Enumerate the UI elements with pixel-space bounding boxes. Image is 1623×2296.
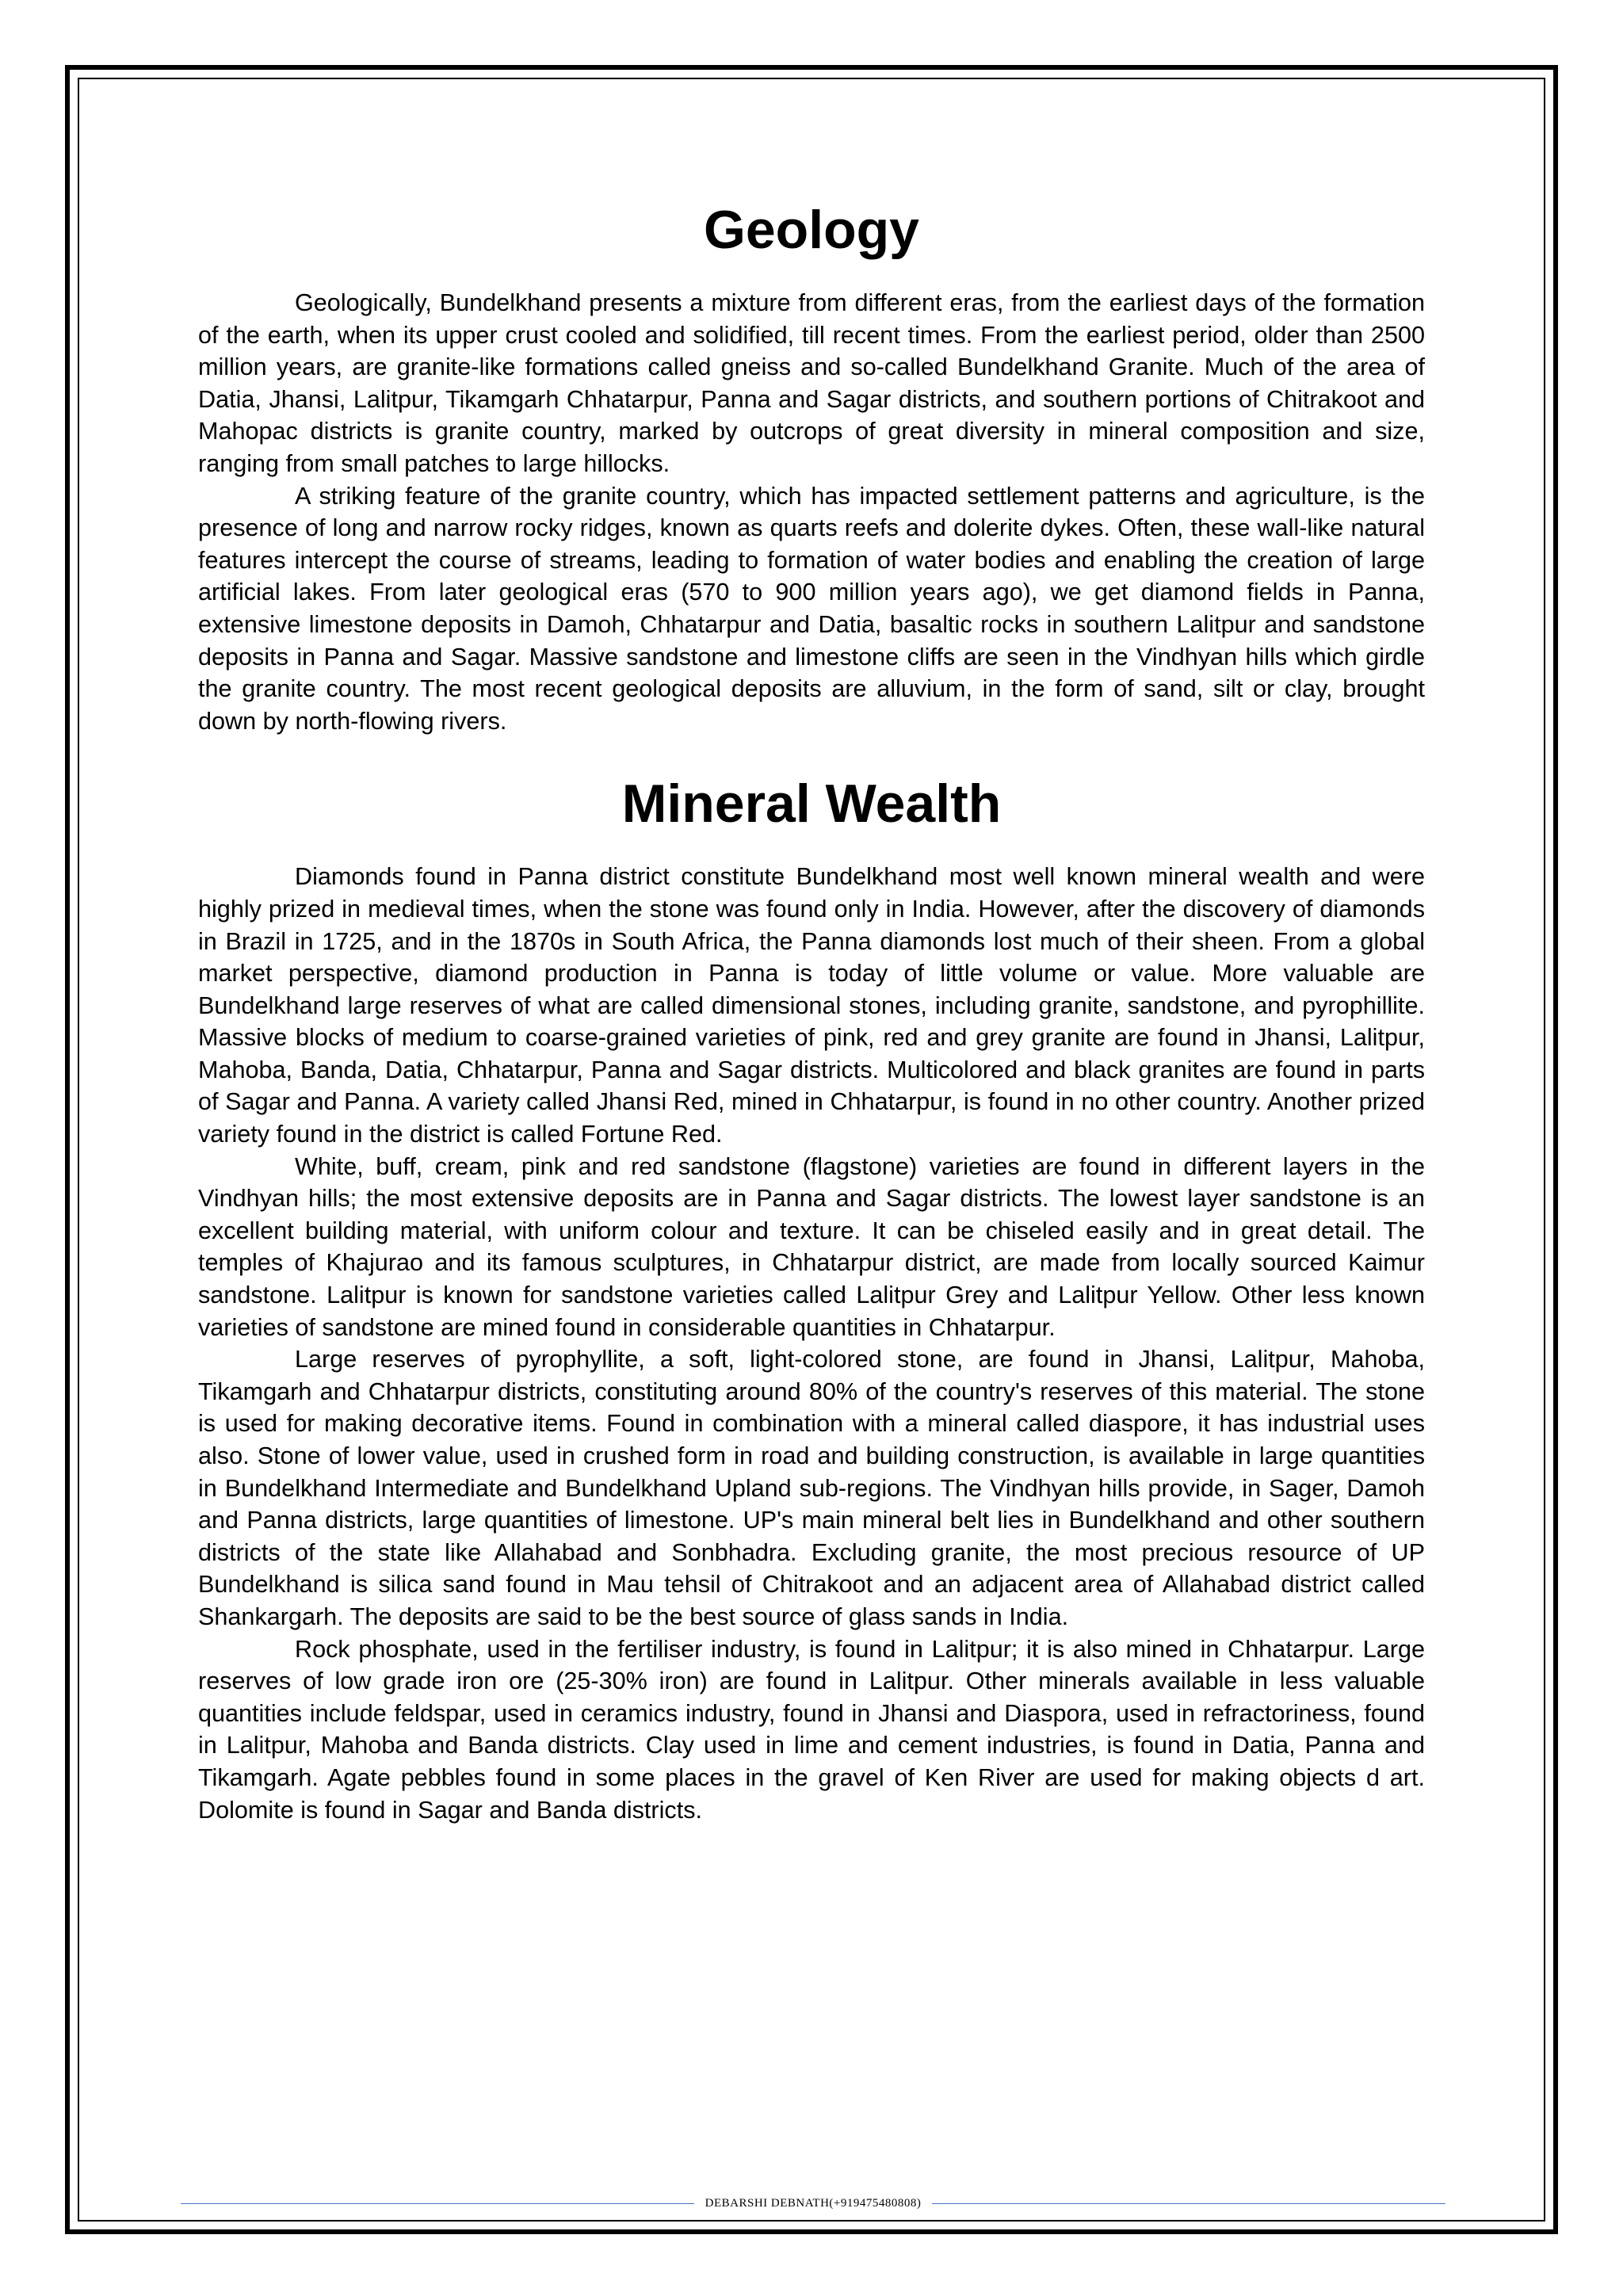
mineral-wealth-paragraph: Rock phosphate, used in the fertiliser industry, is found in Lalitpur; it is also mined in Chhatarpur. Large reserves of low grade iron ore (25-30% iron) are found in Lalitpur. Other minerals available in less valuable quantities include feldspar, used in ceramics industry, found in Jhansi and Diaspora, used in refractoriness, found in Lalitpur, Mahoba and Banda districts. Clay used in lime and cement industries, is found in Datia, Panna and Tikamgarh. Agate pebbles found in some places in the gravel of Ken River are used for making objects d art. Dolomite is found in Sagar and Banda districts. [198,1635,1425,1824]
mineral-wealth-paragraph: Diamonds found in Panna district constitute Bundelkhand most well known mineral wealth and were highly prized in medieval times, when the stone was found only in India. However, after the discovery of diamonds in Brazil in 1725, and in the 1870s in South Africa, the Panna diamonds lost much of their sheen. From a global market perspective, diamond production in Panna is today of little volume or value. More valuable are Bundelkhand large reserves of what are called dimensional stones, including granite, sandstone, and pyrophillite. Massive blocks of medium to coarse-grained varieties of pink, red and grey granite are found in Jhansi, Lalitpur, Mahoba, Banda, Datia, Chhatarpur, Panna and Sagar districts. Multicolored and black granites are found in parts of Sagar and Panna. A variety called Jhansi Red, mined in Chhatarpur, is found in no other country. Another prized variety found in the district is called Fortune Red. [198,863,1425,1148]
mineral-wealth-heading: Mineral Wealth [621,774,1002,835]
footer-rule-right [932,2203,1445,2204]
mineral-wealth-paragraph: Large reserves of pyrophyllite, a soft, light-colored stone, are found in Jhansi, Lalitpur, Mahoba, Tikamgarh and Chhatarpur districts, constituting around 80% of the country's reserves of this material. The stone is used for making decorative items. Found in combination with a mineral called diaspore, it has industrial uses also. Stone of lower value, used in crushed form in road and building construction, is available in large quantities in Bundelkhand Intermediate and Bundelkhand Upland sub-regions. The Vindhyan hills provide, in Sager, Damoh and Panna districts, large quantities of limestone. UP's main mineral belt lies in Bundelkhand and other southern districts of the state like Allahabad and Sonbhadra. Excluding granite, the most precious resource of UP Bundelkhand is silica sand found in Mau tehsil of Chitrakoot and an adjacent area of Allahabad district called Shankargarh. The deposits are said to be the best source of glass sands in India. [198,1346,1425,1630]
page-footer [181,2195,1445,2211]
geology-heading: Geology [703,200,920,260]
geology-paragraph: Geologically, Bundelkhand presents a mixture from different eras, from the earliest days of the formation of the earth, when its upper crust cooled and solidified, till recent times. From the earliest period, older than 2500 million years, are granite-like formations called gneiss and so-called Bundelkhand Granite. Much of the area of Datia, Jhansi, Lalitpur, Tikamgarh Chhatarpur, Panna and Sagar districts, and southern portions of Chitrakoot and Mahopac districts is granite country, marked by outcrops of great diversity in mineral composition and size, ranging from small patches to large hillocks. [198,289,1425,477]
page-content [198,190,1425,1826]
geology-paragraph: A striking feature of the granite country, which has impacted settlement patterns and agriculture, is the presence of long and narrow rocky ridges, known as quarts reefs and dolerite dykes. Often, these wall-like natural features intercept the course of streams, leading to formation of water bodies and enabling the creation of large artificial lakes. From later geological eras (570 to 900 million years ago), we get diamond fields in Panna, extensive limestone deposits in Damoh, Chhatarpur and Datia, basaltic rocks in southern Lalitpur and sandstone deposits in Panna and Sagar. Massive sandstone and limestone cliffs are seen in the Vindhyan hills which girdle the granite country. The most recent geological deposits are alluvium, in the form of sand, silt or clay, brought down by north-flowing rivers. [198,482,1425,735]
footer-rule-left [181,2203,694,2204]
footer-author-text: DEBARSHI DEBNATH(+919475480808) [705,2196,922,2210]
mineral-wealth-paragraph: White, buff, cream, pink and red sandstone (flagstone) varieties are found in different layers in the Vindhyan hills; the most extensive deposits are in Panna and Sagar districts. The lowest layer sandstone is an excellent building material, with uniform colour and texture. It can be chiseled easily and in great detail. The temples of Khajurao and its famous sculptures, in Chhatarpur district, are made from locally sourced Kaimur sandstone. Lalitpur is known for sandstone varieties called Lalitpur Grey and Lalitpur Yellow. Other less known varieties of sandstone are mined found in considerable quantities in Chhatarpur. [198,1152,1425,1341]
